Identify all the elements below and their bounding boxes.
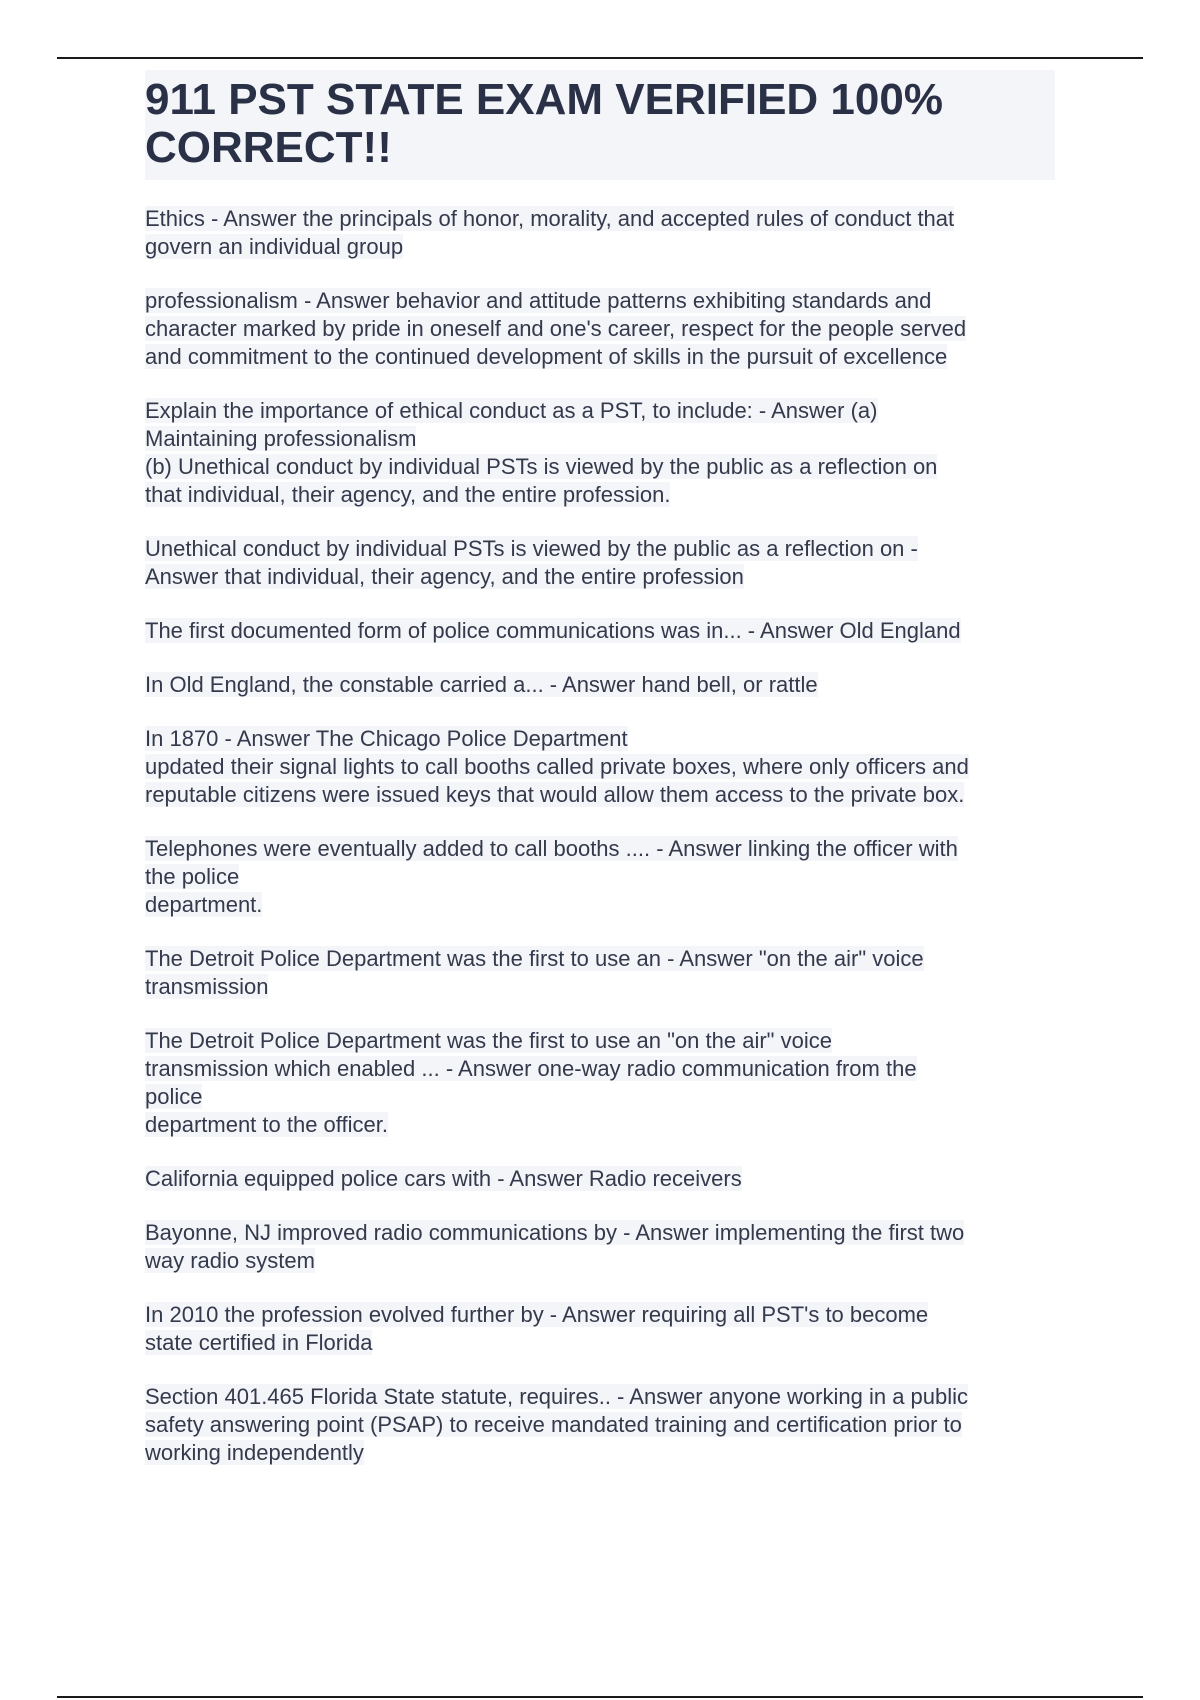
entry-line	[145, 315, 1055, 343]
qa-entry	[145, 671, 1055, 699]
entry-line	[145, 425, 1055, 453]
entry-line	[145, 617, 1055, 645]
entry-line-text: reputable citizens were issued keys that would allow them access to the private box.	[145, 782, 965, 807]
entry-line	[145, 1301, 1055, 1329]
qa-entry	[145, 205, 1055, 261]
entry-line-text: department to the officer.	[145, 1112, 388, 1137]
entry-line-text: Maintaining professionalism	[145, 426, 417, 451]
qa-entry	[145, 287, 1055, 371]
entry-line-text: Telephones were eventually added to call booths .... - Answer linking the officer with	[145, 836, 958, 861]
entry-line	[145, 1111, 1055, 1139]
entry-line-text: and commitment to the continued development of skills in the pursuit of excellence	[145, 344, 948, 369]
entry-line-text: working independently	[145, 1440, 364, 1465]
entry-line-text: (b) Unethical conduct by individual PSTs is viewed by the public as a reflection on	[145, 454, 938, 479]
entry-line	[145, 1383, 1055, 1411]
entry-line-text: Section 401.465 Florida State statute, requires.. - Answer anyone working in a public	[145, 1384, 969, 1409]
entry-line-text: Ethics - Answer the principals of honor, morality, and accepted rules of conduct that	[145, 206, 955, 231]
entry-line	[145, 753, 1055, 781]
entry-line-text: Bayonne, NJ improved radio communications by - Answer implementing the first two	[145, 1220, 965, 1245]
entry-line	[145, 233, 1055, 261]
entry-line-text: professionalism - Answer behavior and attitude patterns exhibiting standards and	[145, 288, 932, 313]
entry-line	[145, 343, 1055, 371]
entry-line-text: govern an individual group	[145, 234, 404, 259]
entry-line-text: department.	[145, 892, 263, 917]
qa-entry	[145, 1219, 1055, 1275]
qa-entry	[145, 617, 1055, 645]
entry-line	[145, 287, 1055, 315]
entry-line-text: state certified in Florida	[145, 1330, 373, 1355]
entry-line	[145, 205, 1055, 233]
qa-entry	[145, 1165, 1055, 1193]
qa-entry	[145, 835, 1055, 919]
entry-line-text: police	[145, 1084, 203, 1109]
entry-line	[145, 863, 1055, 891]
entry-line-text: updated their signal lights to call booths called private boxes, where only officers and	[145, 754, 969, 779]
document-body	[145, 70, 1055, 1493]
bottom-rule	[57, 1696, 1143, 1698]
entry-line-text: The Detroit Police Department was the first to use an "on the air" voice	[145, 1028, 832, 1053]
entry-line	[145, 891, 1055, 919]
entry-line-text: transmission which enabled ... - Answer one-way radio communication from the	[145, 1056, 917, 1081]
entry-line	[145, 781, 1055, 809]
entry-line	[145, 973, 1055, 1001]
entry-line-text: safety answering point (PSAP) to receive mandated training and certification prior to	[145, 1412, 962, 1437]
entry-line	[145, 945, 1055, 973]
entry-line	[145, 1439, 1055, 1467]
entry-line-text: In 1870 - Answer The Chicago Police Department	[145, 726, 628, 751]
entry-line	[145, 1055, 1055, 1083]
qa-entry	[145, 535, 1055, 591]
entry-line	[145, 535, 1055, 563]
entry-line	[145, 671, 1055, 699]
entry-line	[145, 1329, 1055, 1357]
entry-line	[145, 1219, 1055, 1247]
entry-line	[145, 1165, 1055, 1193]
entry-line-text: Answer that individual, their agency, and the entire profession	[145, 564, 744, 589]
document-title: 911 PST STATE EXAM VERIFIED 100% CORRECT!!	[145, 70, 1055, 180]
entry-line	[145, 453, 1055, 481]
top-rule	[57, 57, 1143, 59]
entry-line-text: California equipped police cars with - Answer Radio receivers	[145, 1166, 742, 1191]
entry-line	[145, 725, 1055, 753]
entry-line	[145, 1027, 1055, 1055]
entry-line	[145, 1083, 1055, 1111]
qa-entry	[145, 1027, 1055, 1139]
qa-entry	[145, 1383, 1055, 1467]
entry-line-text: that individual, their agency, and the entire profession.	[145, 482, 671, 507]
entry-line-text: Unethical conduct by individual PSTs is viewed by the public as a reflection on -	[145, 536, 918, 561]
entry-line	[145, 1411, 1055, 1439]
entry-line	[145, 397, 1055, 425]
entry-line	[145, 1247, 1055, 1275]
entry-line-text: The first documented form of police communications was in... - Answer Old England	[145, 618, 961, 643]
qa-entry	[145, 397, 1055, 509]
entry-line-text: the police	[145, 864, 240, 889]
qa-entry	[145, 725, 1055, 809]
qa-entry	[145, 1301, 1055, 1357]
entry-line-text: character marked by pride in oneself and one's career, respect for the people served	[145, 316, 967, 341]
entry-line	[145, 481, 1055, 509]
entry-line	[145, 835, 1055, 863]
entry-line-text: way radio system	[145, 1248, 315, 1273]
entry-line-text: Explain the importance of ethical conduct as a PST, to include: - Answer (a)	[145, 398, 878, 423]
entry-line-text: The Detroit Police Department was the first to use an - Answer "on the air" voice	[145, 946, 924, 971]
entry-line-text: In 2010 the profession evolved further by - Answer requiring all PST's to become	[145, 1302, 929, 1327]
entry-line-text: transmission	[145, 974, 269, 999]
entry-line	[145, 563, 1055, 591]
qa-entry	[145, 945, 1055, 1001]
qa-entry-list	[145, 205, 1055, 1467]
entry-line-text: In Old England, the constable carried a... - Answer hand bell, or rattle	[145, 672, 818, 697]
